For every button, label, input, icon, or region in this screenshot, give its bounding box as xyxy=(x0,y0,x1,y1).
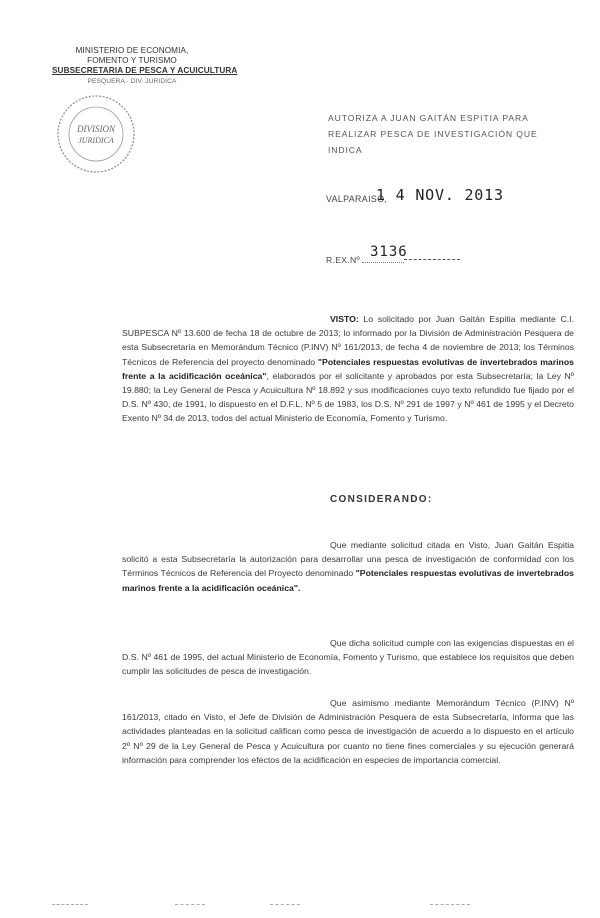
footer-mark-left xyxy=(52,904,88,905)
visto-project-title: "Potenciales respuestas evolutivas de invertebrados marinos frente a la acidificación oceánica" xyxy=(122,356,575,381)
considerando-1-project-title: "Potenciales respuestas evolutivas de invertebrados marinos frente a la acidificación oceánica". xyxy=(122,568,574,593)
resolution-number: 3136 xyxy=(370,244,408,260)
considerando-paragraph-3: Que asimismo mediante Memorándum Técnico (P.INV) Nº 161/2013, citado en Visto, el Jefe de División de Administración Pesquera de esta Subsecretaría, informa que las actividades planteadas en la solicitud califican como pesca de investigación de acuerdo a lo dispuesto en el artículo 2º Nº 29 de la Ley General de Pesca y Acuicultura por cuanto no tiene fines comerciales y su ejecución generará información para comprender los efectos de la acidificación en especies de importancia comercial. xyxy=(122,698,574,765)
division-juridica-seal xyxy=(54,92,138,176)
visto-text-2: , elaborados por el solicitante y aprobados por esta Subsecretaría; la Ley Nº 19.880; la Ley General de Pesca y Acuicultura Nº 18.892 y sus modificaciones cuyo texto refundido fue fijado por el D.S. Nº 430, de 1991, lo dispuesto en el D.F.L. Nº 5 de 1983, los D.S. Nº 291 de 1997 y Nº 461 de 1995 y el Decreto Exento Nº 34 de 2013, todos del actual Ministerio de Economía, Fomento y Turismo. xyxy=(122,370,574,424)
place-label: VALPARAISO, xyxy=(326,194,388,204)
place-and-date xyxy=(326,186,526,210)
ministry-line-1: MINISTERIO DE ECONOMIA, xyxy=(75,46,189,55)
considerando-heading: CONSIDERANDO: xyxy=(330,494,433,505)
ministry-line-2: FOMENTO Y TURISMO xyxy=(87,56,177,65)
footer-mark-right xyxy=(430,904,470,905)
seal-text-line-2: JURIDICA xyxy=(78,136,114,145)
footer-mark-mid-1 xyxy=(175,904,205,905)
letterhead-stamp-line: PESQUERA - DIV. JURIDICA xyxy=(87,78,177,85)
date-stamp: 1 4 NOV. 2013 xyxy=(376,186,504,204)
visto-text-1: Lo solicitado por Juan Gaitán Espitia mediante C.I. SUBPESCA Nº 13.600 de fecha 18 de octubre de 2013; lo informado por la División de Administración Pesquera de esta Subsecretaría en Memorándum Técnico (P.INV) Nº 161/2013, de fecha 4 de noviembre de 2013; los Términos Técnicos de Referencia del proyecto denominado xyxy=(122,314,574,367)
seal-text-line-1: DIVISION xyxy=(77,124,115,134)
considerando-paragraph-2: Que dicha solicitud cumple con las exigencias dispuestas en el D.S. Nº 461 de 1995, del actual Ministerio de Economía, Fomento y Turismo, que establece los requisitos que deben cumplir las solicitudes de pesca de investigación. xyxy=(122,638,574,677)
resolution-subject: AUTORIZA A JUAN GAITÁN ESPITIA PARA REALIZAR PESCA DE INVESTIGACIÓN QUE INDICA xyxy=(328,113,538,155)
considerando-paragraph-1 xyxy=(122,538,574,595)
resolution-label: R.EX.Nº xyxy=(326,255,360,265)
footer-mark-mid-2 xyxy=(270,904,300,905)
considerando-1-text: Que mediante solicitud citada en Visto, Juan Gaitán Espitia solicitó a esta Subsecretaría la autorización para desarrollar una pesca de investigación de conformidad con los Términos Técnicos de Referencia del Proyecto denominado xyxy=(122,540,574,579)
visto-label: VISTO: xyxy=(330,314,359,324)
resolution-number-block xyxy=(326,244,486,270)
subsecretaria-name: SUBSECRETARIA DE PESCA Y ACUICULTURA xyxy=(52,66,238,75)
letterhead xyxy=(52,46,238,87)
visto-paragraph xyxy=(122,312,574,426)
resolution-dashed-line xyxy=(404,259,460,260)
resolution-dotted-line xyxy=(362,262,404,263)
